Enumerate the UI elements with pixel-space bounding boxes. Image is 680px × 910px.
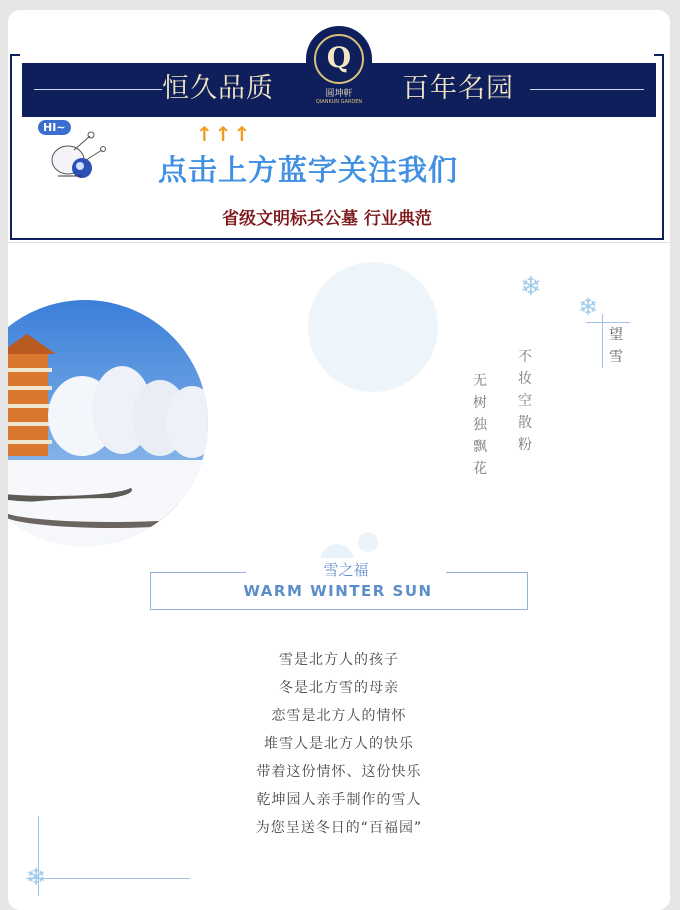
section-title-en: WARM WINTER SUN	[243, 582, 433, 600]
prose-line: 乾坤园人亲手制作的雪人	[256, 792, 422, 808]
snowflake-icon: ❄	[26, 863, 47, 891]
slogan-right: 百年名园	[402, 73, 514, 104]
hi-bubble: HI~	[38, 120, 71, 135]
divider	[8, 242, 670, 243]
snow-pagoda-photo	[8, 300, 208, 546]
tagline: 省级文明标兵公墓 行业典范	[222, 209, 432, 229]
prose-line: 带着这份情怀、这份快乐	[256, 764, 422, 780]
logo-emblem: Q	[314, 34, 364, 84]
brand-logo[interactable]	[306, 26, 372, 114]
prose-block	[8, 646, 670, 842]
poem-title: 望雪	[609, 327, 623, 365]
snowflake-icon: ❄	[520, 272, 542, 302]
up-arrows-icon: ↑↑↑	[196, 122, 253, 146]
decor-circle-large	[308, 262, 438, 392]
decor-hline-bottom	[26, 878, 190, 879]
logo-subtitle: QIANKUN GARDEN	[315, 99, 363, 105]
follow-prompt[interactable]: 点击上方蓝字关注我们	[158, 153, 459, 187]
robot-mascot-icon	[38, 120, 108, 182]
snowflake-icon: ❄	[578, 293, 599, 321]
prose-line: 雪是北方人的孩子	[279, 652, 399, 668]
header-banner	[8, 41, 670, 242]
prose-line: 冬是北方雪的母亲	[279, 680, 399, 696]
slogan-left: 恒久品质	[162, 73, 274, 104]
prose-line: 堆雪人是北方人的快乐	[264, 736, 414, 752]
section-title-cn: 雪之福	[246, 558, 446, 582]
prose-line: 恋雪是北方人的情怀	[271, 708, 407, 724]
decor-hline	[586, 322, 630, 323]
decor-circle-tiny	[358, 532, 378, 552]
poem-line-1: 不妆空散粉	[518, 349, 532, 453]
slogan-line-left	[34, 89, 162, 90]
slogan-line-right	[530, 89, 644, 90]
prose-line: 为您呈送冬日的“百福园”	[255, 820, 423, 836]
poem-line-2: 无树独飘花	[473, 373, 487, 477]
article-card	[8, 10, 670, 910]
logo-name: 圆坤軒	[325, 89, 353, 99]
